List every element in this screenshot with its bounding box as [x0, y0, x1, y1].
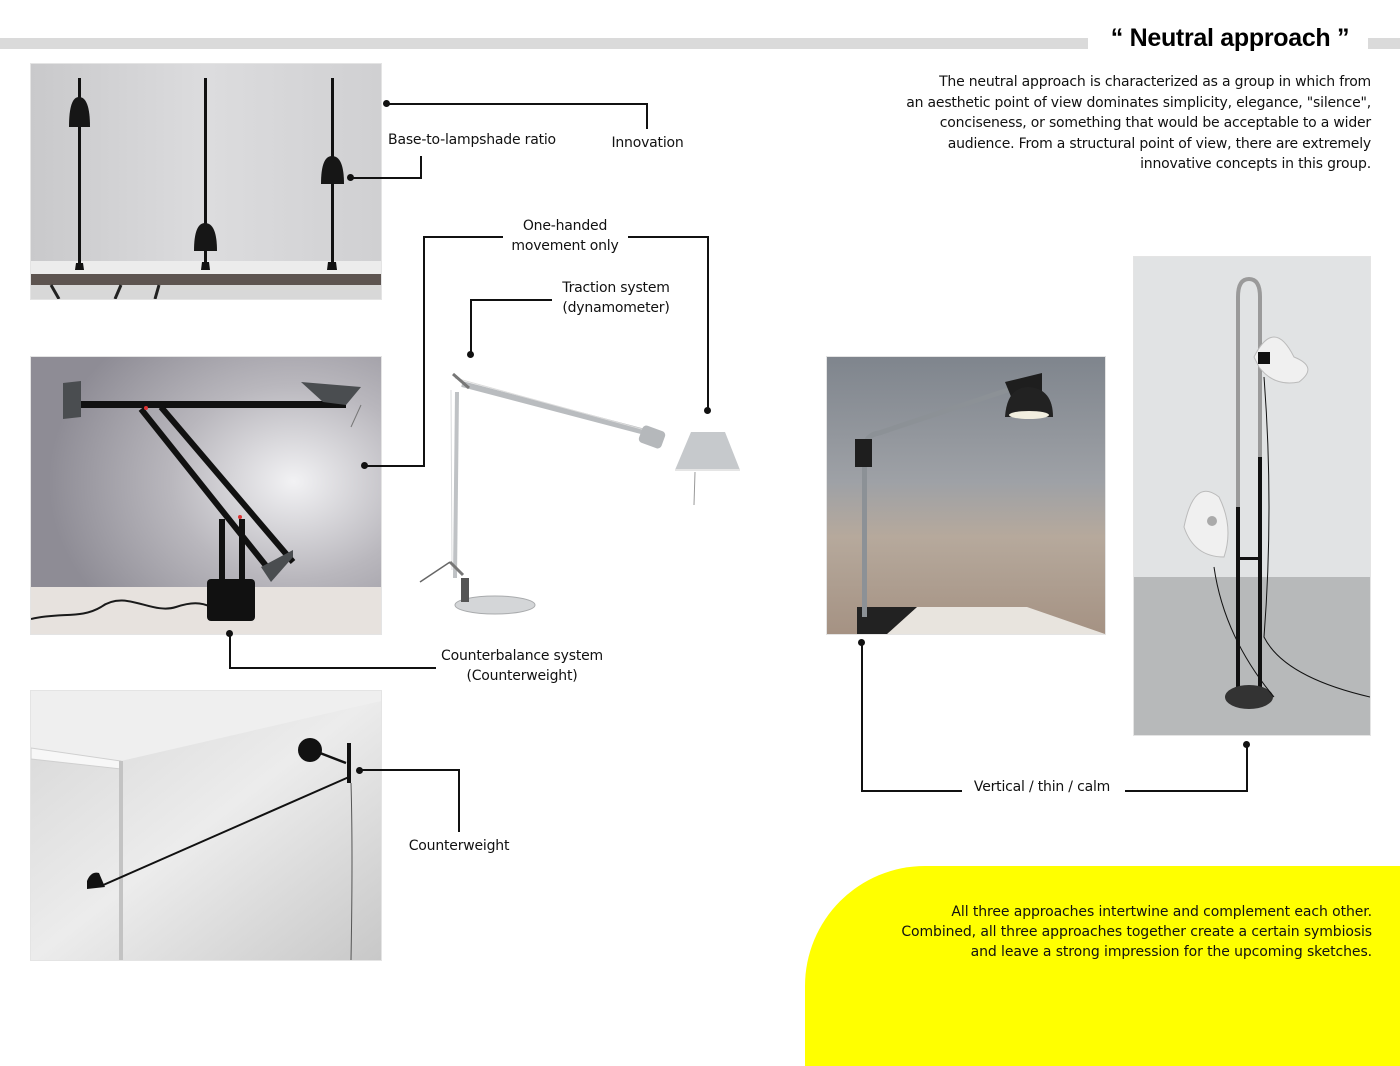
intro-paragraph [860, 72, 1371, 175]
callout-line [423, 236, 503, 238]
label-counterweight: Counterweight [408, 838, 510, 854]
callout-line [423, 236, 425, 467]
intro-line: The neutral approach is characterized as a group in which from [939, 74, 1371, 90]
label-one-handed: One-handed movement only [511, 218, 619, 254]
intro-line: audience. From a structural point of view, there are extremely [947, 135, 1371, 152]
summary-paragraph [820, 902, 1372, 962]
callout-line [351, 177, 422, 179]
summary-line: and leave a strong impression for the upcoming sketches. [970, 944, 1372, 960]
callout-line [470, 299, 552, 301]
callout-line [470, 299, 472, 353]
header-rule-left [0, 38, 1088, 49]
callout-dot [1243, 741, 1250, 748]
callout-line [861, 642, 863, 792]
callout-line [458, 769, 460, 832]
callout-line [646, 103, 648, 129]
callout-dot [467, 351, 474, 358]
summary-line: Combined, all three approaches together create a certain symbiosis [901, 924, 1372, 940]
wall-counterweight-lamp-photo [30, 690, 382, 961]
callout-line [1246, 744, 1248, 792]
label-traction-system: Traction system (dynamometer) [562, 280, 670, 316]
header-rule-right [1368, 38, 1400, 49]
intro-line: an aesthetic point of view dominates simplicity, elegance, "silence", [906, 94, 1371, 111]
label-base-ratio: Base-to-lampshade ratio [388, 132, 556, 148]
summary-line: All three approaches intertwine and complement each other. [951, 904, 1372, 920]
clamp-arm-lamp-photo [826, 356, 1106, 635]
adjustable-pole-lamps-photo [30, 63, 382, 300]
label-vertical-thin-calm: Vertical / thin / calm [973, 779, 1111, 795]
intro-line: conciseness, or something that would be acceptable to a wider [939, 115, 1371, 131]
callout-line [229, 633, 231, 668]
callout-line [420, 156, 422, 179]
callout-line [387, 103, 647, 105]
label-counterbalance-system: Counterbalance system (Counterweight) [441, 648, 603, 684]
counterbalance-desk-lamp-photo [30, 356, 382, 635]
callout-line [1125, 790, 1248, 792]
summary-highlight-block [805, 866, 1400, 1066]
aluminium-desk-lamp-photo [395, 350, 755, 615]
callout-dot [704, 407, 711, 414]
callout-line [229, 667, 436, 669]
floor-lamp-photo [1133, 256, 1371, 736]
callout-line [365, 465, 425, 467]
intro-line: innovative concepts in this group. [1140, 156, 1371, 172]
callout-line [861, 790, 962, 792]
callout-dot [361, 462, 368, 469]
page-title: “ Neutral approach ” [1110, 24, 1350, 52]
callout-line [707, 236, 709, 410]
callout-line [628, 236, 708, 238]
callout-line [360, 769, 460, 771]
label-innovation: Innovation [611, 135, 684, 151]
